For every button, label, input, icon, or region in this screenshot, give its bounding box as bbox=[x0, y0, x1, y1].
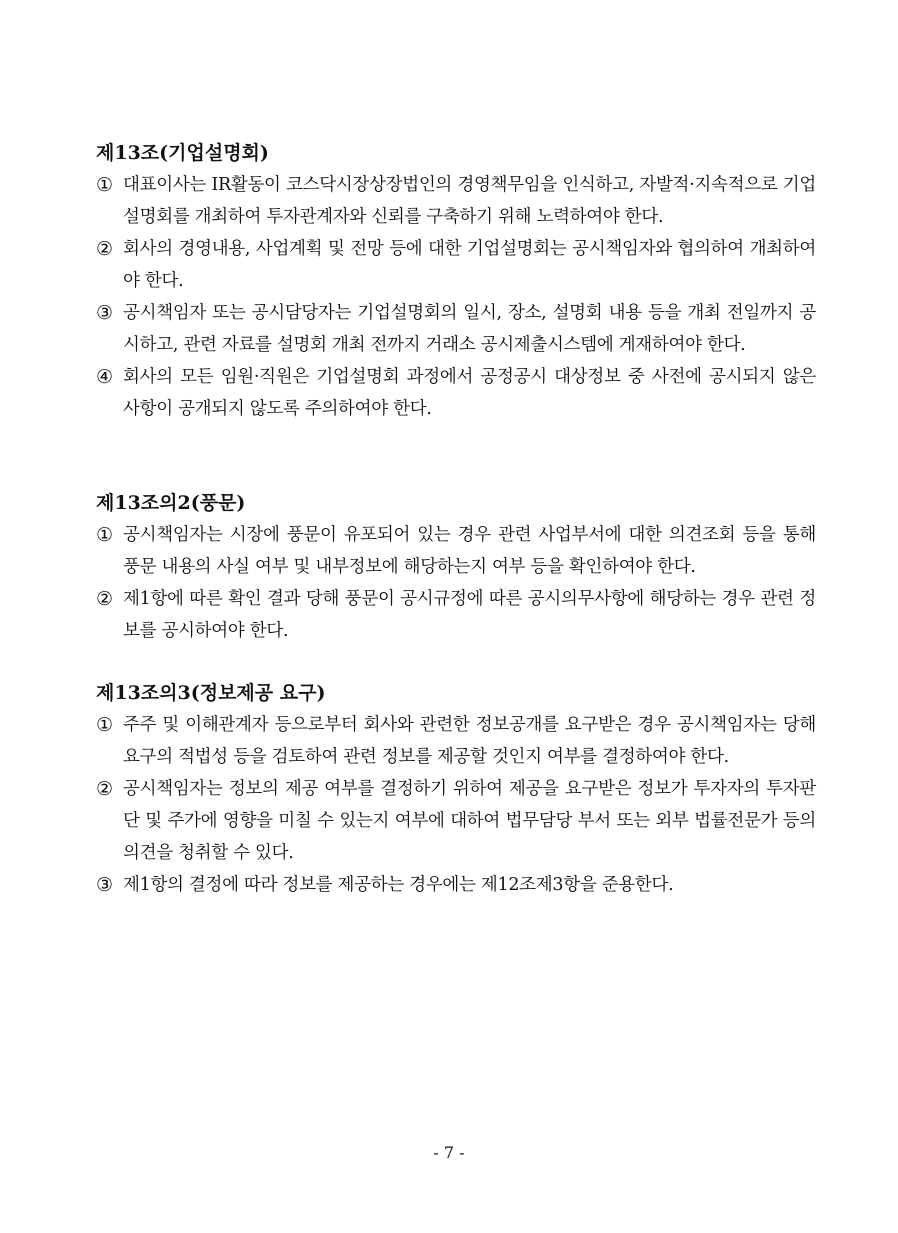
clause-text: 공시책임자는 정보의 제공 여부를 결정하기 위하여 제공을 요구받은 정보가 투자자의 투자판단 및 주가에 영향을 미칠 수 있는지 여부에 대하여 법무담당 부서 또는 외부 법률전문가 등의 의견을 청취할 수 있다. bbox=[123, 779, 816, 863]
clause-number: ③ bbox=[96, 874, 113, 896]
clause-text: 공시책임자 또는 공시담당자는 기업설명회의 일시, 장소, 설명회 내용 등을 개최 전일까지 공시하고, 관련 자료를 설명회 개최 전까지 거래소 공시제출시스템에 게재하여야 한다. bbox=[123, 303, 816, 355]
clause-number: ③ bbox=[96, 302, 113, 324]
clause-2 bbox=[96, 773, 816, 869]
page-number: - 7 - bbox=[433, 1143, 465, 1162]
article-title: 제13조(기업설명회) bbox=[96, 142, 269, 164]
clause-2 bbox=[96, 233, 816, 297]
clause-1 bbox=[96, 169, 816, 233]
article-title: 제13조의3(정보제공 요구) bbox=[96, 682, 326, 704]
clause-2 bbox=[96, 583, 816, 647]
clause-number: ④ bbox=[96, 366, 113, 388]
clause-1 bbox=[96, 709, 816, 773]
clause-text: 대표이사는 IR활동이 코스닥시장상장법인의 경영책무임을 인식하고, 자발적·지속적으로 기업설명회를 개최하여 투자관계자와 신뢰를 구축하기 위해 노력하여야 한다. bbox=[123, 175, 816, 227]
clause-1 bbox=[96, 519, 816, 583]
clause-text: 주주 및 이해관계자 등으로부터 회사와 관련한 정보공개를 요구받은 경우 공시책임자는 당해 요구의 적법성 등을 검토하여 관련 정보를 제공할 것인지 여부를 결정하여야 한다. bbox=[123, 715, 816, 767]
clause-text: 회사의 모든 임원·직원은 기업설명회 과정에서 공정공시 대상정보 중 사전에 공시되지 않은 사항이 공개되지 않도록 주의하여야 한다. bbox=[123, 367, 816, 419]
clause-number: ② bbox=[96, 588, 113, 610]
clause-3 bbox=[96, 869, 816, 901]
clause-3 bbox=[96, 297, 816, 361]
clause-number: ② bbox=[96, 238, 113, 260]
clause-text: 제1항에 따른 확인 결과 당해 풍문이 공시규정에 따른 공시의무사항에 해당하는 경우 관련 정보를 공시하여야 한다. bbox=[123, 589, 816, 641]
clause-text: 공시책임자는 시장에 풍문이 유포되어 있는 경우 관련 사업부서에 대한 의견조회 등을 통해 풍문 내용의 사실 여부 및 내부정보에 해당하는지 여부 등을 확인하여야 한다. bbox=[123, 525, 816, 577]
clause-4 bbox=[96, 361, 816, 425]
article-13-3 bbox=[96, 677, 816, 901]
article-title: 제13조의2(풍문) bbox=[96, 492, 246, 514]
article-13-2 bbox=[96, 487, 816, 647]
clause-number: ① bbox=[96, 714, 113, 736]
clause-number: ② bbox=[96, 778, 113, 800]
clause-number: ① bbox=[96, 524, 113, 546]
clause-text: 회사의 경영내용, 사업계획 및 전망 등에 대한 기업설명회는 공시책임자와 협의하여 개최하여야 한다. bbox=[123, 239, 816, 291]
clause-number: ① bbox=[96, 174, 113, 196]
article-13 bbox=[96, 137, 816, 425]
clause-text: 제1항의 결정에 따라 정보를 제공하는 경우에는 제12조제3항을 준용한다. bbox=[123, 875, 674, 895]
